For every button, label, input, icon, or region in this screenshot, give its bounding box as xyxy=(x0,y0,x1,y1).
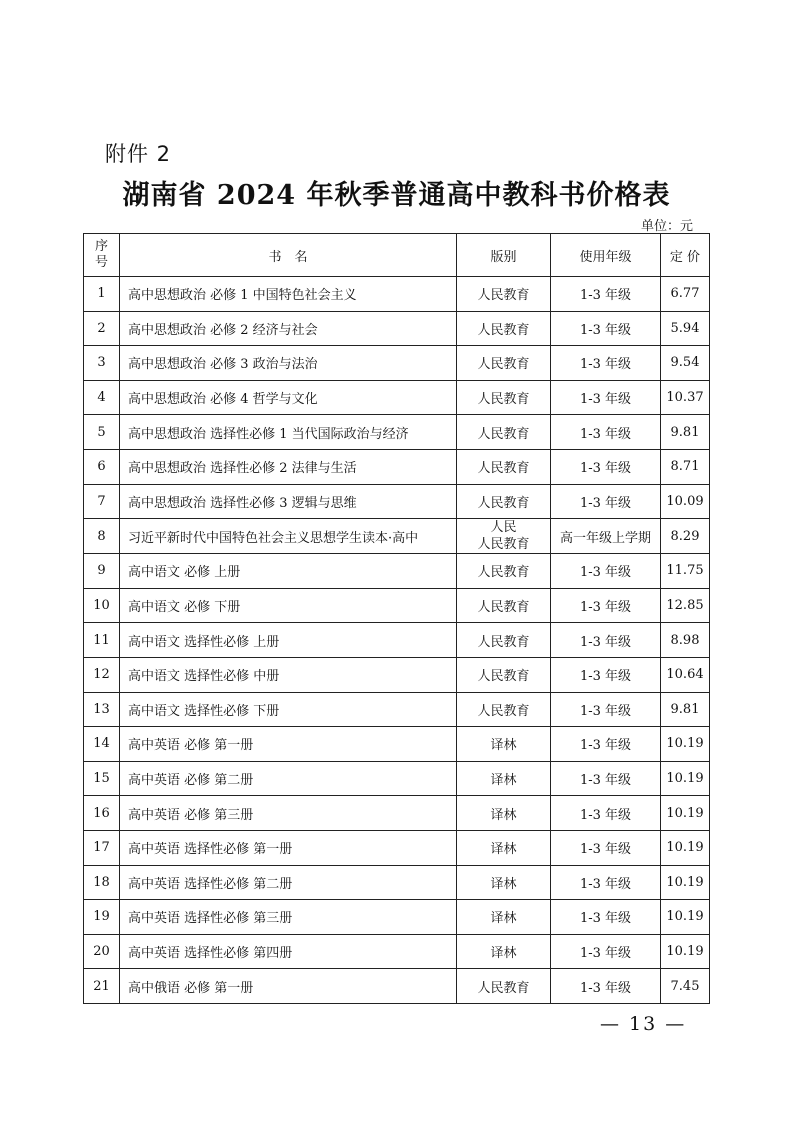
table-row xyxy=(84,796,710,831)
cell-seq: 1 xyxy=(84,277,120,312)
cell-grade: 1-3 年级 xyxy=(551,934,661,969)
cell-edition: 译林 xyxy=(457,727,551,762)
table-row xyxy=(84,415,710,450)
cell-edition: 人民教育 xyxy=(457,277,551,312)
cell-price: 10.19 xyxy=(661,727,710,762)
cell-grade: 1-3 年级 xyxy=(551,657,661,692)
unit-label: 单位：元 xyxy=(640,219,693,234)
cell-price: 10.19 xyxy=(661,761,710,796)
table-row xyxy=(84,380,710,415)
cell-edition: 人民教育 xyxy=(457,623,551,658)
seq-header-char: 号 xyxy=(94,255,108,270)
cell-price: 10.19 xyxy=(661,934,710,969)
table-row xyxy=(84,727,710,762)
cell-edition: 译林 xyxy=(457,830,551,865)
cell-seq: 20 xyxy=(84,934,120,969)
table-row xyxy=(84,657,710,692)
cell-grade: 1-3 年级 xyxy=(551,277,661,312)
cell-grade: 1-3 年级 xyxy=(551,969,661,1004)
cell-edition: 人民教育 xyxy=(457,588,551,623)
cell-name: 高中语文 必修 上册 xyxy=(120,554,457,589)
table-row xyxy=(84,588,710,623)
cell-name: 高中英语 选择性必修 第二册 xyxy=(120,865,457,900)
cell-grade: 高一年级上学期 xyxy=(551,519,661,554)
cell-name: 高中英语 选择性必修 第三册 xyxy=(120,900,457,935)
cell-grade: 1-3 年级 xyxy=(551,346,661,381)
cell-grade: 1-3 年级 xyxy=(551,900,661,935)
cell-edition: 人民 人民教育 xyxy=(457,519,551,554)
cell-price: 9.81 xyxy=(661,692,710,727)
cell-price: 7.45 xyxy=(661,969,710,1004)
cell-seq: 21 xyxy=(84,969,120,1004)
page-number: — 13 — xyxy=(600,1013,687,1035)
column-header-price: 定 价 xyxy=(661,234,710,277)
cell-edition: 人民教育 xyxy=(457,484,551,519)
cell-grade: 1-3 年级 xyxy=(551,415,661,450)
cell-seq: 13 xyxy=(84,692,120,727)
column-header-seq xyxy=(84,234,120,277)
cell-grade: 1-3 年级 xyxy=(551,449,661,484)
cell-price: 10.19 xyxy=(661,796,710,831)
cell-edition: 人民教育 xyxy=(457,657,551,692)
cell-price: 10.19 xyxy=(661,830,710,865)
table-body xyxy=(84,277,710,1004)
cell-grade: 1-3 年级 xyxy=(551,796,661,831)
cell-grade: 1-3 年级 xyxy=(551,761,661,796)
table-row xyxy=(84,311,710,346)
table-row xyxy=(84,449,710,484)
table-row xyxy=(84,830,710,865)
cell-edition: 人民教育 xyxy=(457,692,551,727)
cell-seq: 12 xyxy=(84,657,120,692)
cell-name: 高中思想政治 必修 2 经济与社会 xyxy=(120,311,457,346)
cell-seq: 10 xyxy=(84,588,120,623)
table-row xyxy=(84,554,710,589)
cell-seq: 3 xyxy=(84,346,120,381)
cell-price: 10.09 xyxy=(661,484,710,519)
table-row xyxy=(84,934,710,969)
cell-seq: 11 xyxy=(84,623,120,658)
seq-header-text xyxy=(84,239,119,271)
cell-price: 8.29 xyxy=(661,519,710,554)
cell-price: 12.85 xyxy=(661,588,710,623)
cell-name: 习近平新时代中国特色社会主义思想学生读本·高中 xyxy=(120,519,457,554)
price-table xyxy=(83,233,710,1004)
table-row xyxy=(84,346,710,381)
cell-price: 11.75 xyxy=(661,554,710,589)
cell-seq: 4 xyxy=(84,380,120,415)
cell-seq: 16 xyxy=(84,796,120,831)
cell-name: 高中思想政治 选择性必修 1 当代国际政治与经济 xyxy=(120,415,457,450)
cell-edition: 译林 xyxy=(457,900,551,935)
cell-name: 高中语文 选择性必修 下册 xyxy=(120,692,457,727)
table-row xyxy=(84,692,710,727)
cell-seq: 17 xyxy=(84,830,120,865)
cell-grade: 1-3 年级 xyxy=(551,830,661,865)
cell-name: 高中俄语 必修 第一册 xyxy=(120,969,457,1004)
cell-seq: 9 xyxy=(84,554,120,589)
cell-edition: 译林 xyxy=(457,934,551,969)
cell-edition: 译林 xyxy=(457,761,551,796)
cell-seq: 18 xyxy=(84,865,120,900)
cell-name: 高中语文 必修 下册 xyxy=(120,588,457,623)
cell-edition: 人民教育 xyxy=(457,449,551,484)
cell-grade: 1-3 年级 xyxy=(551,692,661,727)
cell-price: 10.37 xyxy=(661,380,710,415)
table-row xyxy=(84,519,710,554)
cell-seq: 5 xyxy=(84,415,120,450)
cell-price: 5.94 xyxy=(661,311,710,346)
cell-price: 9.54 xyxy=(661,346,710,381)
cell-price: 10.64 xyxy=(661,657,710,692)
cell-name: 高中思想政治 必修 1 中国特色社会主义 xyxy=(120,277,457,312)
cell-name: 高中语文 选择性必修 中册 xyxy=(120,657,457,692)
cell-grade: 1-3 年级 xyxy=(551,554,661,589)
table-row xyxy=(84,865,710,900)
cell-edition: 人民教育 xyxy=(457,415,551,450)
cell-edition: 人民教育 xyxy=(457,311,551,346)
cell-name: 高中英语 必修 第一册 xyxy=(120,727,457,762)
cell-edition: 人民教育 xyxy=(457,380,551,415)
cell-price: 9.81 xyxy=(661,415,710,450)
table-row xyxy=(84,761,710,796)
table-header-row xyxy=(84,234,710,277)
cell-name: 高中思想政治 必修 3 政治与法治 xyxy=(120,346,457,381)
attachment-label: 附件 2 xyxy=(105,142,172,166)
cell-grade: 1-3 年级 xyxy=(551,865,661,900)
cell-seq: 2 xyxy=(84,311,120,346)
table-row xyxy=(84,969,710,1004)
table-row xyxy=(84,900,710,935)
cell-edition: 人民教育 xyxy=(457,554,551,589)
cell-edition: 人民教育 xyxy=(457,969,551,1004)
cell-price: 6.77 xyxy=(661,277,710,312)
cell-seq: 8 xyxy=(84,519,120,554)
table-row xyxy=(84,623,710,658)
table-row xyxy=(84,484,710,519)
cell-grade: 1-3 年级 xyxy=(551,588,661,623)
cell-price: 8.98 xyxy=(661,623,710,658)
table-row xyxy=(84,277,710,312)
cell-name: 高中英语 选择性必修 第四册 xyxy=(120,934,457,969)
cell-price: 8.71 xyxy=(661,449,710,484)
cell-grade: 1-3 年级 xyxy=(551,623,661,658)
cell-name: 高中语文 选择性必修 上册 xyxy=(120,623,457,658)
cell-name: 高中英语 选择性必修 第一册 xyxy=(120,830,457,865)
cell-name: 高中思想政治 选择性必修 3 逻辑与思维 xyxy=(120,484,457,519)
cell-name: 高中思想政治 选择性必修 2 法律与生活 xyxy=(120,449,457,484)
cell-seq: 7 xyxy=(84,484,120,519)
cell-name: 高中英语 必修 第三册 xyxy=(120,796,457,831)
cell-edition: 译林 xyxy=(457,796,551,831)
seq-header-char: 序 xyxy=(94,239,108,254)
cell-grade: 1-3 年级 xyxy=(551,380,661,415)
cell-price: 10.19 xyxy=(661,900,710,935)
cell-price: 10.19 xyxy=(661,865,710,900)
cell-grade: 1-3 年级 xyxy=(551,727,661,762)
column-header-grade: 使用年级 xyxy=(551,234,661,277)
cell-seq: 15 xyxy=(84,761,120,796)
page-title: 湖南省 2024 年秋季普通高中教科书价格表 xyxy=(122,180,671,211)
cell-name: 高中思想政治 必修 4 哲学与文化 xyxy=(120,380,457,415)
cell-seq: 14 xyxy=(84,727,120,762)
cell-grade: 1-3 年级 xyxy=(551,484,661,519)
cell-edition: 人民教育 xyxy=(457,346,551,381)
column-header-name: 书 名 xyxy=(120,234,457,277)
column-header-edition: 版别 xyxy=(457,234,551,277)
cell-name: 高中英语 必修 第二册 xyxy=(120,761,457,796)
cell-grade: 1-3 年级 xyxy=(551,311,661,346)
cell-edition: 译林 xyxy=(457,865,551,900)
cell-seq: 6 xyxy=(84,449,120,484)
cell-seq: 19 xyxy=(84,900,120,935)
